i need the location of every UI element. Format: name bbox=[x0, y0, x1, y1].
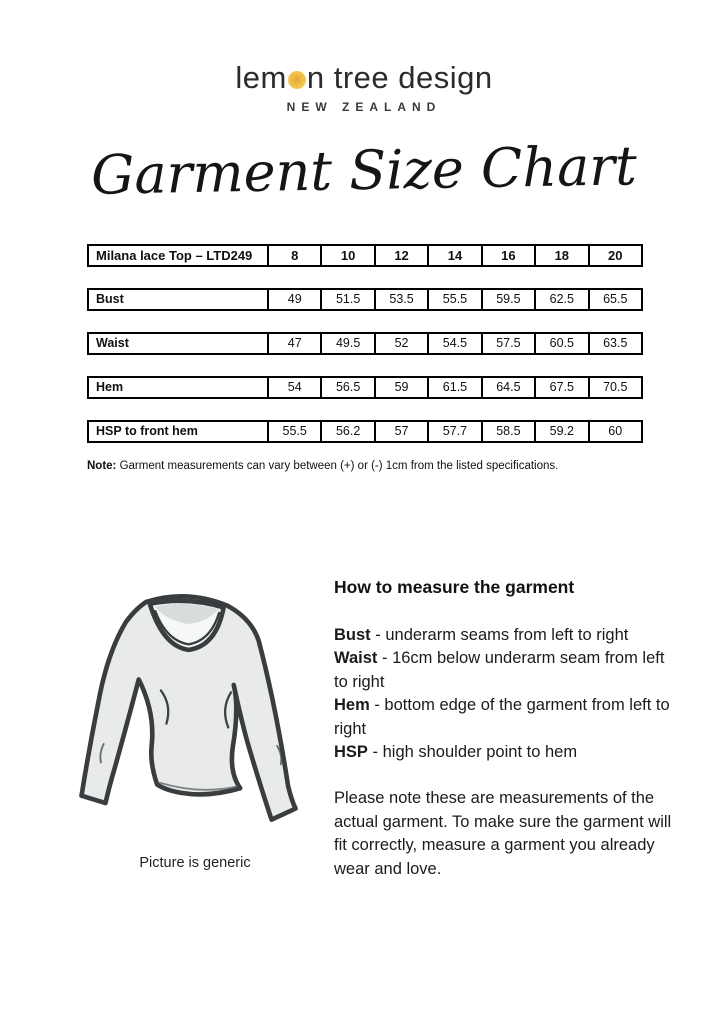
measurement-value: 60 bbox=[588, 422, 641, 441]
guide-term: Waist bbox=[334, 649, 378, 668]
size-header: 10 bbox=[320, 246, 373, 265]
row-label: HSP to front hem bbox=[96, 424, 198, 438]
guide-footnote: Please note these are measurements of the actual garment. To make sure the garment will fit correctly, measure a garment you already wear and love. bbox=[334, 789, 672, 878]
size-header: 8 bbox=[267, 246, 320, 265]
guide-description: - high shoulder point to hem bbox=[367, 742, 578, 761]
garment-illustration bbox=[58, 565, 332, 881]
size-header: 16 bbox=[481, 246, 534, 265]
measurement-value: 47 bbox=[267, 334, 320, 353]
size-header: 14 bbox=[427, 246, 480, 265]
guide-item-waist bbox=[334, 647, 680, 694]
measurement-value: 59 bbox=[374, 378, 427, 397]
note-prefix: Note: bbox=[87, 460, 117, 472]
lemon-dot-icon bbox=[288, 71, 306, 89]
measurement-value: 67.5 bbox=[534, 378, 587, 397]
table-row-hem bbox=[87, 376, 643, 399]
note-text: Garment measurements can vary between (+) or (-) 1cm from the listed specifications. bbox=[116, 460, 559, 472]
size-header: 18 bbox=[534, 246, 587, 265]
size-header: 20 bbox=[588, 246, 641, 265]
measurement-value: 57 bbox=[374, 422, 427, 441]
illustration-caption: Picture is generic bbox=[139, 855, 251, 871]
measurement-value: 62.5 bbox=[534, 290, 587, 309]
table-row-bust bbox=[87, 288, 643, 311]
row-label: Hem bbox=[96, 380, 124, 394]
measure-guide bbox=[334, 565, 680, 881]
measurement-value: 56.5 bbox=[320, 378, 373, 397]
guide-heading: How to measure the garment bbox=[334, 577, 575, 597]
brand-name-prefix: lem bbox=[235, 60, 287, 95]
row-label: Bust bbox=[96, 292, 124, 306]
table-row-waist bbox=[87, 332, 643, 355]
measurement-value: 57.7 bbox=[427, 422, 480, 441]
brand-country: NEW ZEALAND bbox=[286, 100, 442, 114]
measurement-note bbox=[87, 460, 728, 472]
measurement-value: 63.5 bbox=[588, 334, 641, 353]
guide-term: HSP bbox=[334, 742, 368, 761]
row-label: Waist bbox=[96, 336, 129, 350]
measurement-value: 70.5 bbox=[588, 378, 641, 397]
guide-description: - underarm seams from left to right bbox=[370, 625, 629, 644]
measurement-value: 55.5 bbox=[427, 290, 480, 309]
measurement-value: 59.5 bbox=[481, 290, 534, 309]
measurement-value: 61.5 bbox=[427, 378, 480, 397]
bottom-section bbox=[0, 565, 728, 881]
table-row-hsp bbox=[87, 420, 643, 443]
guide-item-bust bbox=[334, 624, 680, 647]
measurement-value: 58.5 bbox=[481, 422, 534, 441]
measurement-value: 54 bbox=[267, 378, 320, 397]
measurement-value: 52 bbox=[374, 334, 427, 353]
guide-term: Bust bbox=[334, 625, 371, 644]
measurement-value: 54.5 bbox=[427, 334, 480, 353]
long-sleeve-top-drawing bbox=[59, 565, 331, 851]
guide-item-hsp bbox=[334, 741, 680, 764]
measurement-value: 60.5 bbox=[534, 334, 587, 353]
brand-logo bbox=[0, 0, 728, 114]
brand-name-suffix: n tree design bbox=[306, 60, 493, 95]
measurement-value: 56.2 bbox=[320, 422, 373, 441]
measurement-value: 51.5 bbox=[320, 290, 373, 309]
guide-description: - 16cm below underarm seam from left to right bbox=[334, 649, 665, 691]
measurement-value: 49 bbox=[267, 290, 320, 309]
measurement-value: 53.5 bbox=[374, 290, 427, 309]
page-title: Garment Size Chart bbox=[90, 134, 638, 207]
measurement-value: 64.5 bbox=[481, 378, 534, 397]
measurement-value: 57.5 bbox=[481, 334, 534, 353]
guide-description: - bottom edge of the garment from left to right bbox=[334, 696, 670, 738]
measurement-value: 59.2 bbox=[534, 422, 587, 441]
measurement-value: 49.5 bbox=[320, 334, 373, 353]
guide-term: Hem bbox=[334, 696, 370, 715]
measurement-value: 55.5 bbox=[267, 422, 320, 441]
guide-item-hem bbox=[334, 694, 680, 741]
size-header: 12 bbox=[374, 246, 427, 265]
table-header-row bbox=[87, 244, 643, 267]
product-label: Milana lace Top – LTD249 bbox=[96, 248, 253, 263]
brand-name bbox=[0, 60, 728, 96]
size-chart-table bbox=[87, 244, 643, 443]
measurement-value: 65.5 bbox=[588, 290, 641, 309]
